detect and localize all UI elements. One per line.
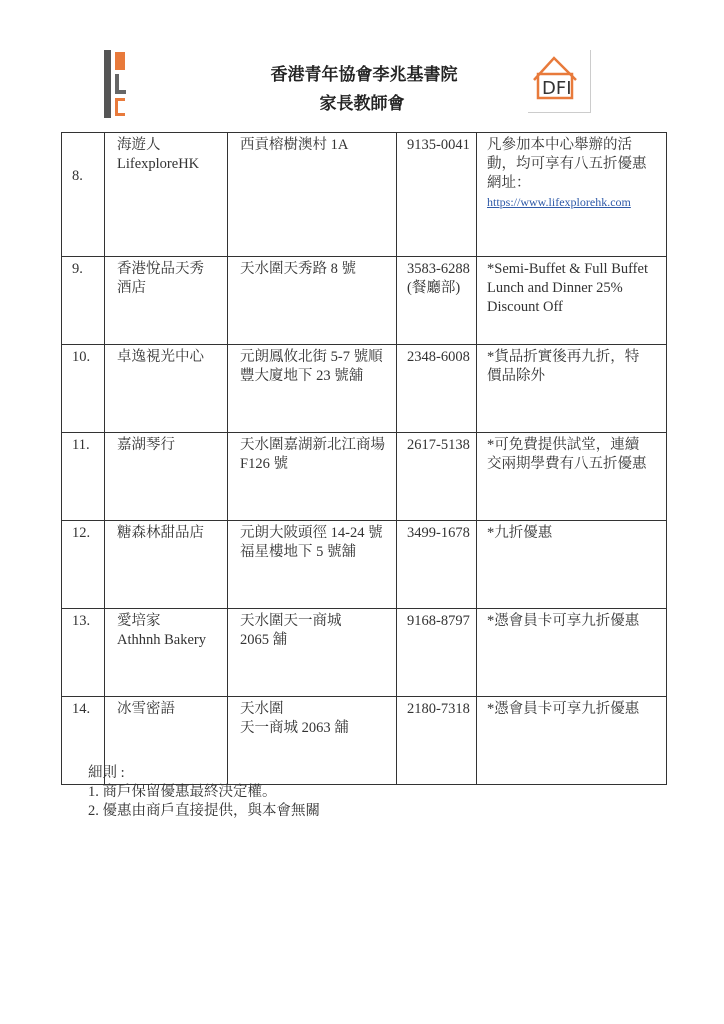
merchant-address-line: 2065 舖: [240, 632, 288, 648]
merchant-offer-line: *九折優惠: [487, 525, 553, 541]
merchant-name-line: 卓逸視光中心: [117, 349, 204, 365]
merchant-phone: [397, 609, 477, 697]
merchant-address-line: 西貢榕樹澳村 1A: [240, 137, 349, 153]
merchant-address: [228, 433, 397, 521]
merchant-offer-line: *憑會員卡可享九折優惠: [487, 701, 640, 717]
merchant-address-line: 天水圍: [240, 701, 284, 717]
merchant-name-line: 糖森林甜品店: [117, 525, 204, 541]
merchant-offer-line: Lunch and Dinner 25%: [487, 280, 623, 296]
merchant-phone: [397, 433, 477, 521]
merchant-offer-line: 網址：: [487, 175, 531, 191]
merchant-name-line: 酒店: [117, 280, 146, 296]
merchant-phone-line: 2348-6008: [407, 349, 470, 365]
merchant-offer: [477, 257, 667, 345]
merchant-address: [228, 257, 397, 345]
merchant-name-line: 嘉湖琴行: [117, 437, 175, 453]
merchant-phone: [397, 133, 477, 257]
merchant-address-line: 元朗大陂頭徑 14-24 號: [240, 525, 383, 541]
merchant-offer: [477, 345, 667, 433]
merchant-phone-line: 9168-8797: [407, 613, 470, 629]
merchant-name-line: Athhnh Bakery: [117, 632, 206, 648]
table-row: [62, 521, 667, 609]
merchant-offer: [477, 609, 667, 697]
merchant-offer-line: 動，均可享有八五折優惠: [487, 156, 647, 172]
table-row: [62, 257, 667, 345]
merchant-phone-line: 2617-5138: [407, 437, 470, 453]
pta-logo-text: DFI: [542, 78, 572, 99]
row-number: 10.: [62, 345, 105, 433]
merchant-phone: [397, 697, 477, 785]
merchant-phone: [397, 257, 477, 345]
merchant-table: [61, 132, 667, 785]
terms-item: 2. 優惠由商戶直接提供，與本會無關: [88, 803, 320, 819]
merchant-address: [228, 609, 397, 697]
merchant-address: [228, 521, 397, 609]
merchant-phone: [397, 345, 477, 433]
merchant-offer: [477, 697, 667, 785]
merchant-address-line: 天一商城 2063 舖: [240, 720, 349, 736]
row-number: 12.: [62, 521, 105, 609]
website-link[interactable]: https://www.lifexplorehk.com: [487, 195, 631, 209]
page-subtitle: 家長教師會: [319, 94, 405, 114]
merchant-address-line: 福星樓地下 5 號舖: [240, 544, 356, 560]
row-number: 8.: [62, 133, 105, 257]
table-row: [62, 345, 667, 433]
merchant-address-line: 元朗鳳攸北街 5-7 號順: [240, 349, 383, 365]
merchant-name: [105, 345, 228, 433]
page-title: 香港青年協會李兆基書院: [270, 65, 458, 85]
merchant-offer: [477, 521, 667, 609]
merchant-address: [228, 133, 397, 257]
merchant-phone-line: 9135-0041: [407, 137, 470, 153]
terms-section: [88, 764, 320, 821]
merchant-name: [105, 133, 228, 257]
row-number: 14.: [62, 697, 105, 785]
merchant-phone-line: 2180-7318: [407, 701, 470, 717]
merchant-address-line: F126 號: [240, 456, 288, 472]
terms-item: 1. 商戶保留優惠最終決定權。: [88, 784, 277, 800]
merchant-name: [105, 521, 228, 609]
terms-heading: 細則 :: [88, 765, 125, 781]
merchant-address-line: 天水圍嘉湖新北江商場: [240, 437, 385, 453]
row-number: 11.: [62, 433, 105, 521]
merchant-address-line: 天水圍天一商城: [240, 613, 342, 629]
row-number: 9.: [62, 257, 105, 345]
merchant-offer-line: *貨品折實後再九折，特: [487, 349, 640, 365]
merchant-offer-line: 交兩期學費有八五折優惠: [487, 456, 647, 472]
merchant-name: [105, 433, 228, 521]
merchant-name-line: 愛培家: [117, 613, 161, 629]
merchant-offer-line: 凡參加本中心舉辦的活: [487, 137, 632, 153]
table-row: [62, 433, 667, 521]
merchant-phone-line: 3583-6288: [407, 261, 470, 277]
merchant-name-line: LifexploreHK: [117, 156, 200, 172]
merchant-offer: [477, 133, 667, 257]
table-row: [62, 609, 667, 697]
merchant-address-line: 天水圍天秀路 8 號: [240, 261, 356, 277]
merchant-address: [228, 345, 397, 433]
merchant-offer-line: *Semi-Buffet & Full Buffet: [487, 261, 648, 277]
row-number: 13.: [62, 609, 105, 697]
merchant-offer-line: *可免費提供試堂，連續: [487, 437, 640, 453]
merchant-name-line: 香港悅品天秀: [117, 261, 204, 277]
merchant-name-line: 海遊人: [117, 137, 161, 153]
merchant-offer-line: Discount Off: [487, 299, 563, 315]
table-row: [62, 133, 667, 257]
merchant-offer-line: *憑會員卡可享九折優惠: [487, 613, 640, 629]
merchant-phone-line: 3499-1678: [407, 525, 470, 541]
merchant-address-line: 豐大廈地下 23 號舖: [240, 368, 364, 384]
pta-logo: [528, 50, 591, 113]
merchant-offer-line: 價品除外: [487, 368, 545, 384]
merchant-offer: [477, 433, 667, 521]
merchant-name-line: 冰雪密語: [117, 701, 175, 717]
merchant-name: [105, 609, 228, 697]
merchant-phone-line: (餐廳部): [407, 280, 461, 296]
merchant-phone: [397, 521, 477, 609]
merchant-name: [105, 257, 228, 345]
